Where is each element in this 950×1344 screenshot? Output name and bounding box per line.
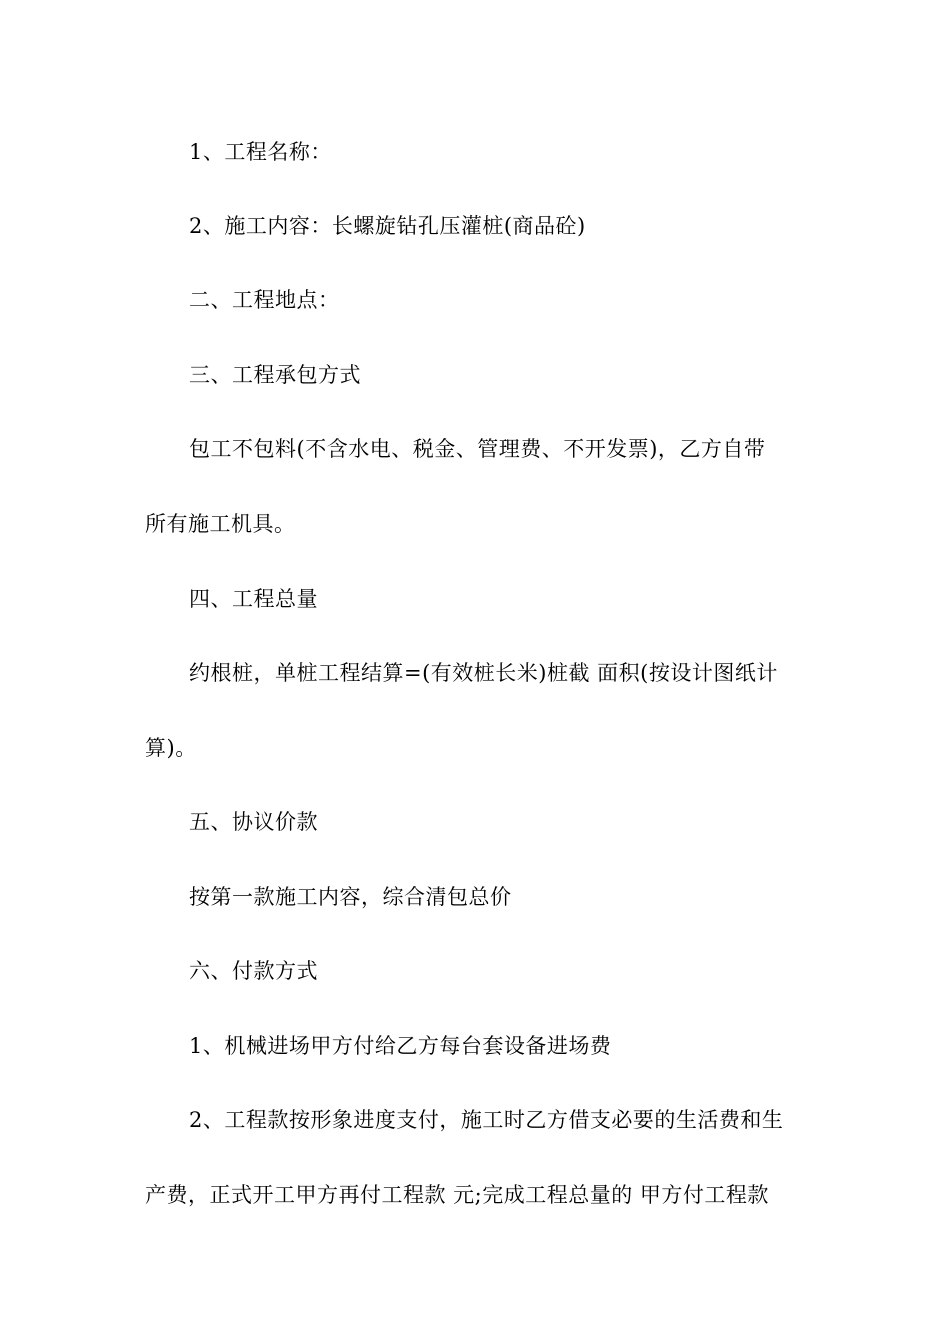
heading-contract-method: 三、工程承包方式 [189, 363, 361, 387]
paragraph-contract-method-cont: 所有施工机具。 [145, 512, 296, 536]
paragraph-project-quantity-cont: 算)。 [145, 736, 197, 760]
heading-agreed-price: 五、协议价款 [189, 810, 318, 834]
heading-project-location: 二、工程地点： [189, 288, 340, 312]
item-progress-payment: 2、工程款按形象进度支付，施工时乙方借支必要的生活费和生 [189, 1108, 784, 1132]
paragraph-project-quantity: 约根桩，单桩工程结算=(有效桩长米)桩截 面积(按设计图纸计 [189, 661, 778, 685]
item-machine-entry-fee: 1、机械进场甲方付给乙方每台套设备进场费 [189, 1034, 612, 1058]
paragraph-agreed-price: 按第一款施工内容，综合清包总价 [189, 885, 512, 909]
item-progress-payment-cont: 产费，正式开工甲方再付工程款 元;完成工程总量的 甲方付工程款 [145, 1183, 769, 1207]
heading-payment-method: 六、付款方式 [189, 959, 318, 983]
item-project-name: 1、工程名称： [189, 140, 332, 164]
heading-project-quantity: 四、工程总量 [189, 587, 318, 611]
paragraph-contract-method: 包工不包料(不含水电、税金、管理费、不开发票)，乙方自带 [189, 437, 766, 461]
item-construction-content: 2、施工内容：长螺旋钻孔压灌桩(商品砼) [189, 214, 586, 238]
